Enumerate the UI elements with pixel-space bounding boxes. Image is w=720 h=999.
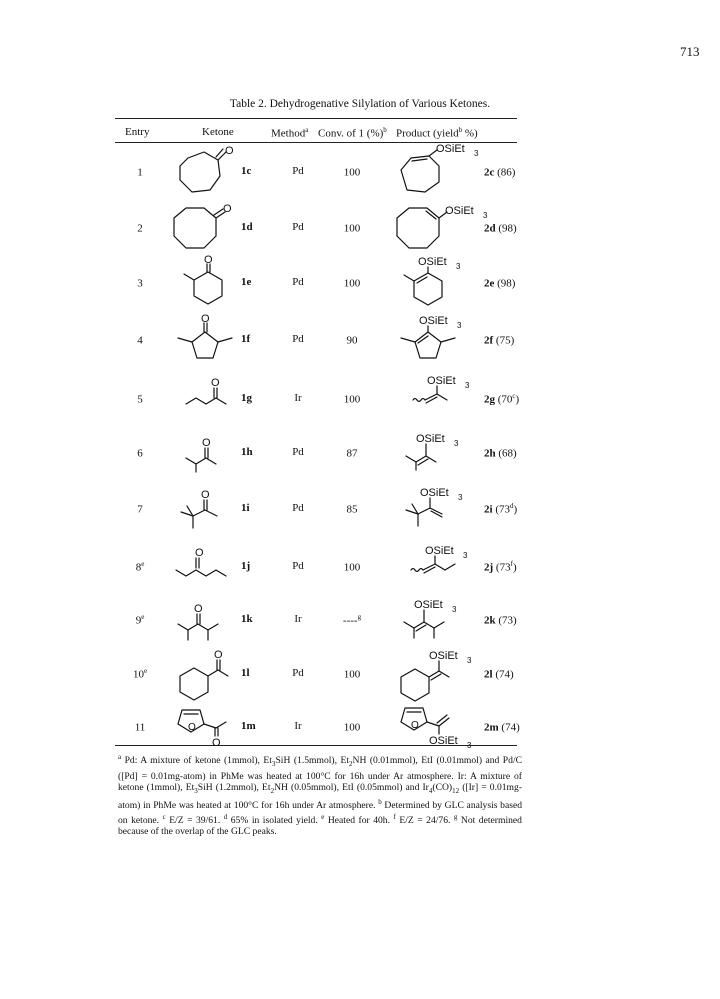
conversion: 87 — [346, 447, 358, 460]
svg-text:OSiEt: OSiEt — [419, 315, 448, 327]
conversion: 90 — [346, 334, 358, 347]
product-yield: 2l (74) — [484, 668, 514, 681]
conversion: 85 — [346, 503, 358, 516]
entry-number: 1 — [137, 166, 143, 179]
method: Pd — [292, 221, 304, 233]
conversion: ----$^g$ — [342, 613, 362, 627]
structure-2l — [393, 645, 489, 705]
structure-2c — [395, 143, 485, 198]
structure-1k — [172, 596, 240, 644]
structure-2m — [395, 698, 491, 750]
entry-number: 9e — [135, 613, 145, 627]
structure-2e — [400, 255, 490, 313]
table-top-rule — [115, 118, 517, 119]
ketone-label: 1j — [241, 560, 251, 572]
footnote: $^g$ Not determined because of the overlap of the GLC peaks. — [118, 812, 522, 838]
entry-number: 3 — [137, 277, 143, 290]
method: Ir — [294, 720, 302, 732]
structure-2d — [393, 202, 493, 258]
svg-text:3: 3 — [454, 439, 459, 448]
product-yield: 2g (70$^c$) — [484, 392, 520, 406]
svg-text:3: 3 — [483, 211, 488, 220]
method: Pd — [292, 502, 304, 514]
structure-1f — [170, 314, 240, 368]
structure-1j — [170, 546, 240, 582]
product-yield: 2k (73) — [484, 614, 517, 627]
svg-text:OSiEt: OSiEt — [425, 545, 454, 557]
method: Pd — [292, 165, 304, 177]
conversion: 100 — [343, 668, 361, 681]
product-yield: 2h (68) — [484, 447, 517, 460]
product-yield: 2f (75) — [484, 334, 515, 347]
ketone-label: 1e — [241, 276, 252, 288]
entry-number: 8e — [135, 560, 145, 574]
method: Pd — [292, 333, 304, 345]
product-yield: 2i (73$^d$) — [484, 502, 518, 516]
svg-text:O: O — [201, 489, 210, 501]
method: Pd — [292, 667, 304, 679]
svg-text:O: O — [225, 145, 234, 157]
svg-text:OSiEt: OSiEt — [429, 735, 458, 747]
ketone-label: 1l — [241, 667, 250, 679]
ketone-label: 1h — [241, 446, 253, 458]
svg-text:3: 3 — [457, 321, 462, 330]
structure-1m — [172, 700, 242, 750]
footnote: $^e$ Heated for 40h. — [321, 812, 394, 826]
svg-text:3: 3 — [452, 605, 457, 614]
method: Pd — [292, 276, 304, 288]
svg-text:O: O — [194, 603, 203, 615]
svg-text:3: 3 — [463, 551, 468, 560]
entry-number: 10e — [132, 667, 148, 681]
structure-2k — [398, 594, 490, 644]
entry-number: 2 — [137, 222, 143, 235]
structure-1g — [180, 376, 240, 414]
structure-1d — [170, 202, 240, 258]
entry-number: 11 — [134, 721, 146, 734]
product-yield: 2c (86) — [484, 166, 516, 179]
structure-2f — [393, 314, 483, 368]
svg-text:O: O — [214, 649, 223, 661]
ketone-label: 1k — [241, 613, 253, 625]
svg-text:O: O — [211, 377, 220, 389]
footnote: $^f$ E/Z = 24/76. — [393, 812, 454, 826]
structure-1c — [170, 145, 240, 198]
conversion: 100 — [343, 277, 361, 290]
entry-number: 7 — [137, 503, 143, 516]
method: Pd — [292, 560, 304, 572]
svg-text:3: 3 — [465, 381, 470, 390]
structure-1i — [175, 486, 240, 534]
footnote: $^b$ Determined by GLC analysis based on ketone. — [118, 798, 522, 826]
svg-text:OSiEt: OSiEt — [429, 650, 458, 662]
svg-text:O: O — [212, 737, 221, 749]
svg-text:OSiEt: OSiEt — [416, 433, 445, 445]
structure-2g — [407, 374, 487, 412]
footnote: $^a$ Pd: A mixture of ketone (1mmol), $Et_3SiH$ (1.5mmol), $Et_2NH$ (0.01mmol), EtI (0.01mmol) and Pd/C ([Pd] = 0.01mg-atom) in PhMe was heated at 100°C for 16h under Ar atmosphere. Ir: A mixture of ketone (1mmol), $Et_3SiH$ (1.2mmol), $Et_2NH$ (0.05mmol), EtI (0.05mmol) and $Ir_4(CO)_{12}$ ([Ir] = 0.01mg-atom) in PhMe was heated at 100°C for 16h under Ar atmosphere. — [118, 753, 523, 812]
method: Ir — [294, 392, 302, 404]
structure-1l — [172, 646, 242, 704]
svg-text:OSiEt: OSiEt — [445, 205, 474, 217]
svg-text:O: O — [195, 547, 204, 559]
svg-text:3: 3 — [467, 656, 472, 665]
svg-text:OSiEt: OSiEt — [420, 487, 449, 499]
svg-text:O: O — [202, 437, 211, 449]
svg-text:OSiEt: OSiEt — [427, 375, 456, 387]
svg-text:OSiEt: OSiEt — [418, 256, 447, 268]
product-yield: 2m (74) — [484, 721, 520, 734]
structure-2j — [405, 544, 485, 582]
ketone-label: 1i — [241, 502, 250, 514]
structure-2h — [400, 428, 490, 474]
entry-number: 6 — [137, 447, 143, 460]
svg-text:O: O — [201, 313, 210, 325]
structure-1h — [180, 430, 240, 474]
svg-text:OSiEt: OSiEt — [414, 599, 443, 611]
structure-1e — [180, 256, 240, 312]
table-caption: Table 2. Dehydrogenative Silylation of Various Ketones. — [229, 98, 491, 110]
product-yield: 2d (98) — [484, 222, 517, 235]
header-entry: Entry — [125, 126, 150, 138]
svg-text:3: 3 — [456, 262, 461, 271]
product-yield: 2e (98) — [484, 277, 516, 290]
svg-text:3: 3 — [474, 149, 479, 158]
entry-number: 4 — [137, 334, 143, 347]
ketone-label: 1g — [241, 392, 252, 404]
footnote: $^d$ 65% in isolated yield. — [223, 812, 322, 826]
conversion: 100 — [343, 561, 361, 574]
conversion: 100 — [343, 393, 361, 406]
ketone-label: 1d — [241, 221, 253, 233]
svg-text:3: 3 — [458, 493, 463, 502]
entry-number: 5 — [137, 393, 143, 406]
footnote: $^c$ E/Z = 39/61. — [162, 812, 224, 826]
header-method: Method$^a$ — [271, 126, 309, 140]
header-conversion: Conv. of 1 (%)$^b$ — [318, 126, 387, 140]
svg-text:O: O — [223, 203, 232, 215]
svg-text:O: O — [204, 254, 213, 266]
svg-text:3: 3 — [467, 741, 472, 750]
conversion: 100 — [343, 222, 361, 235]
ketone-label: 1f — [241, 333, 251, 345]
method: Pd — [292, 446, 304, 458]
table-footnotes — [118, 752, 522, 838]
svg-text:O: O — [411, 720, 419, 731]
header-ketone: Ketone — [202, 126, 234, 138]
ketone-label: 1m — [241, 720, 256, 732]
method: Ir — [294, 613, 302, 625]
svg-text:O: O — [188, 722, 196, 733]
conversion: 100 — [343, 166, 361, 179]
header-product: Product (yield$^b$ %) — [396, 126, 478, 140]
structure-2i — [400, 484, 490, 534]
ketone-label: 1c — [241, 165, 252, 177]
product-yield: 2j (73$^f$) — [484, 560, 517, 574]
svg-text:OSiEt: OSiEt — [436, 143, 465, 155]
page-number: 713 — [680, 44, 700, 59]
conversion: 100 — [343, 721, 361, 734]
